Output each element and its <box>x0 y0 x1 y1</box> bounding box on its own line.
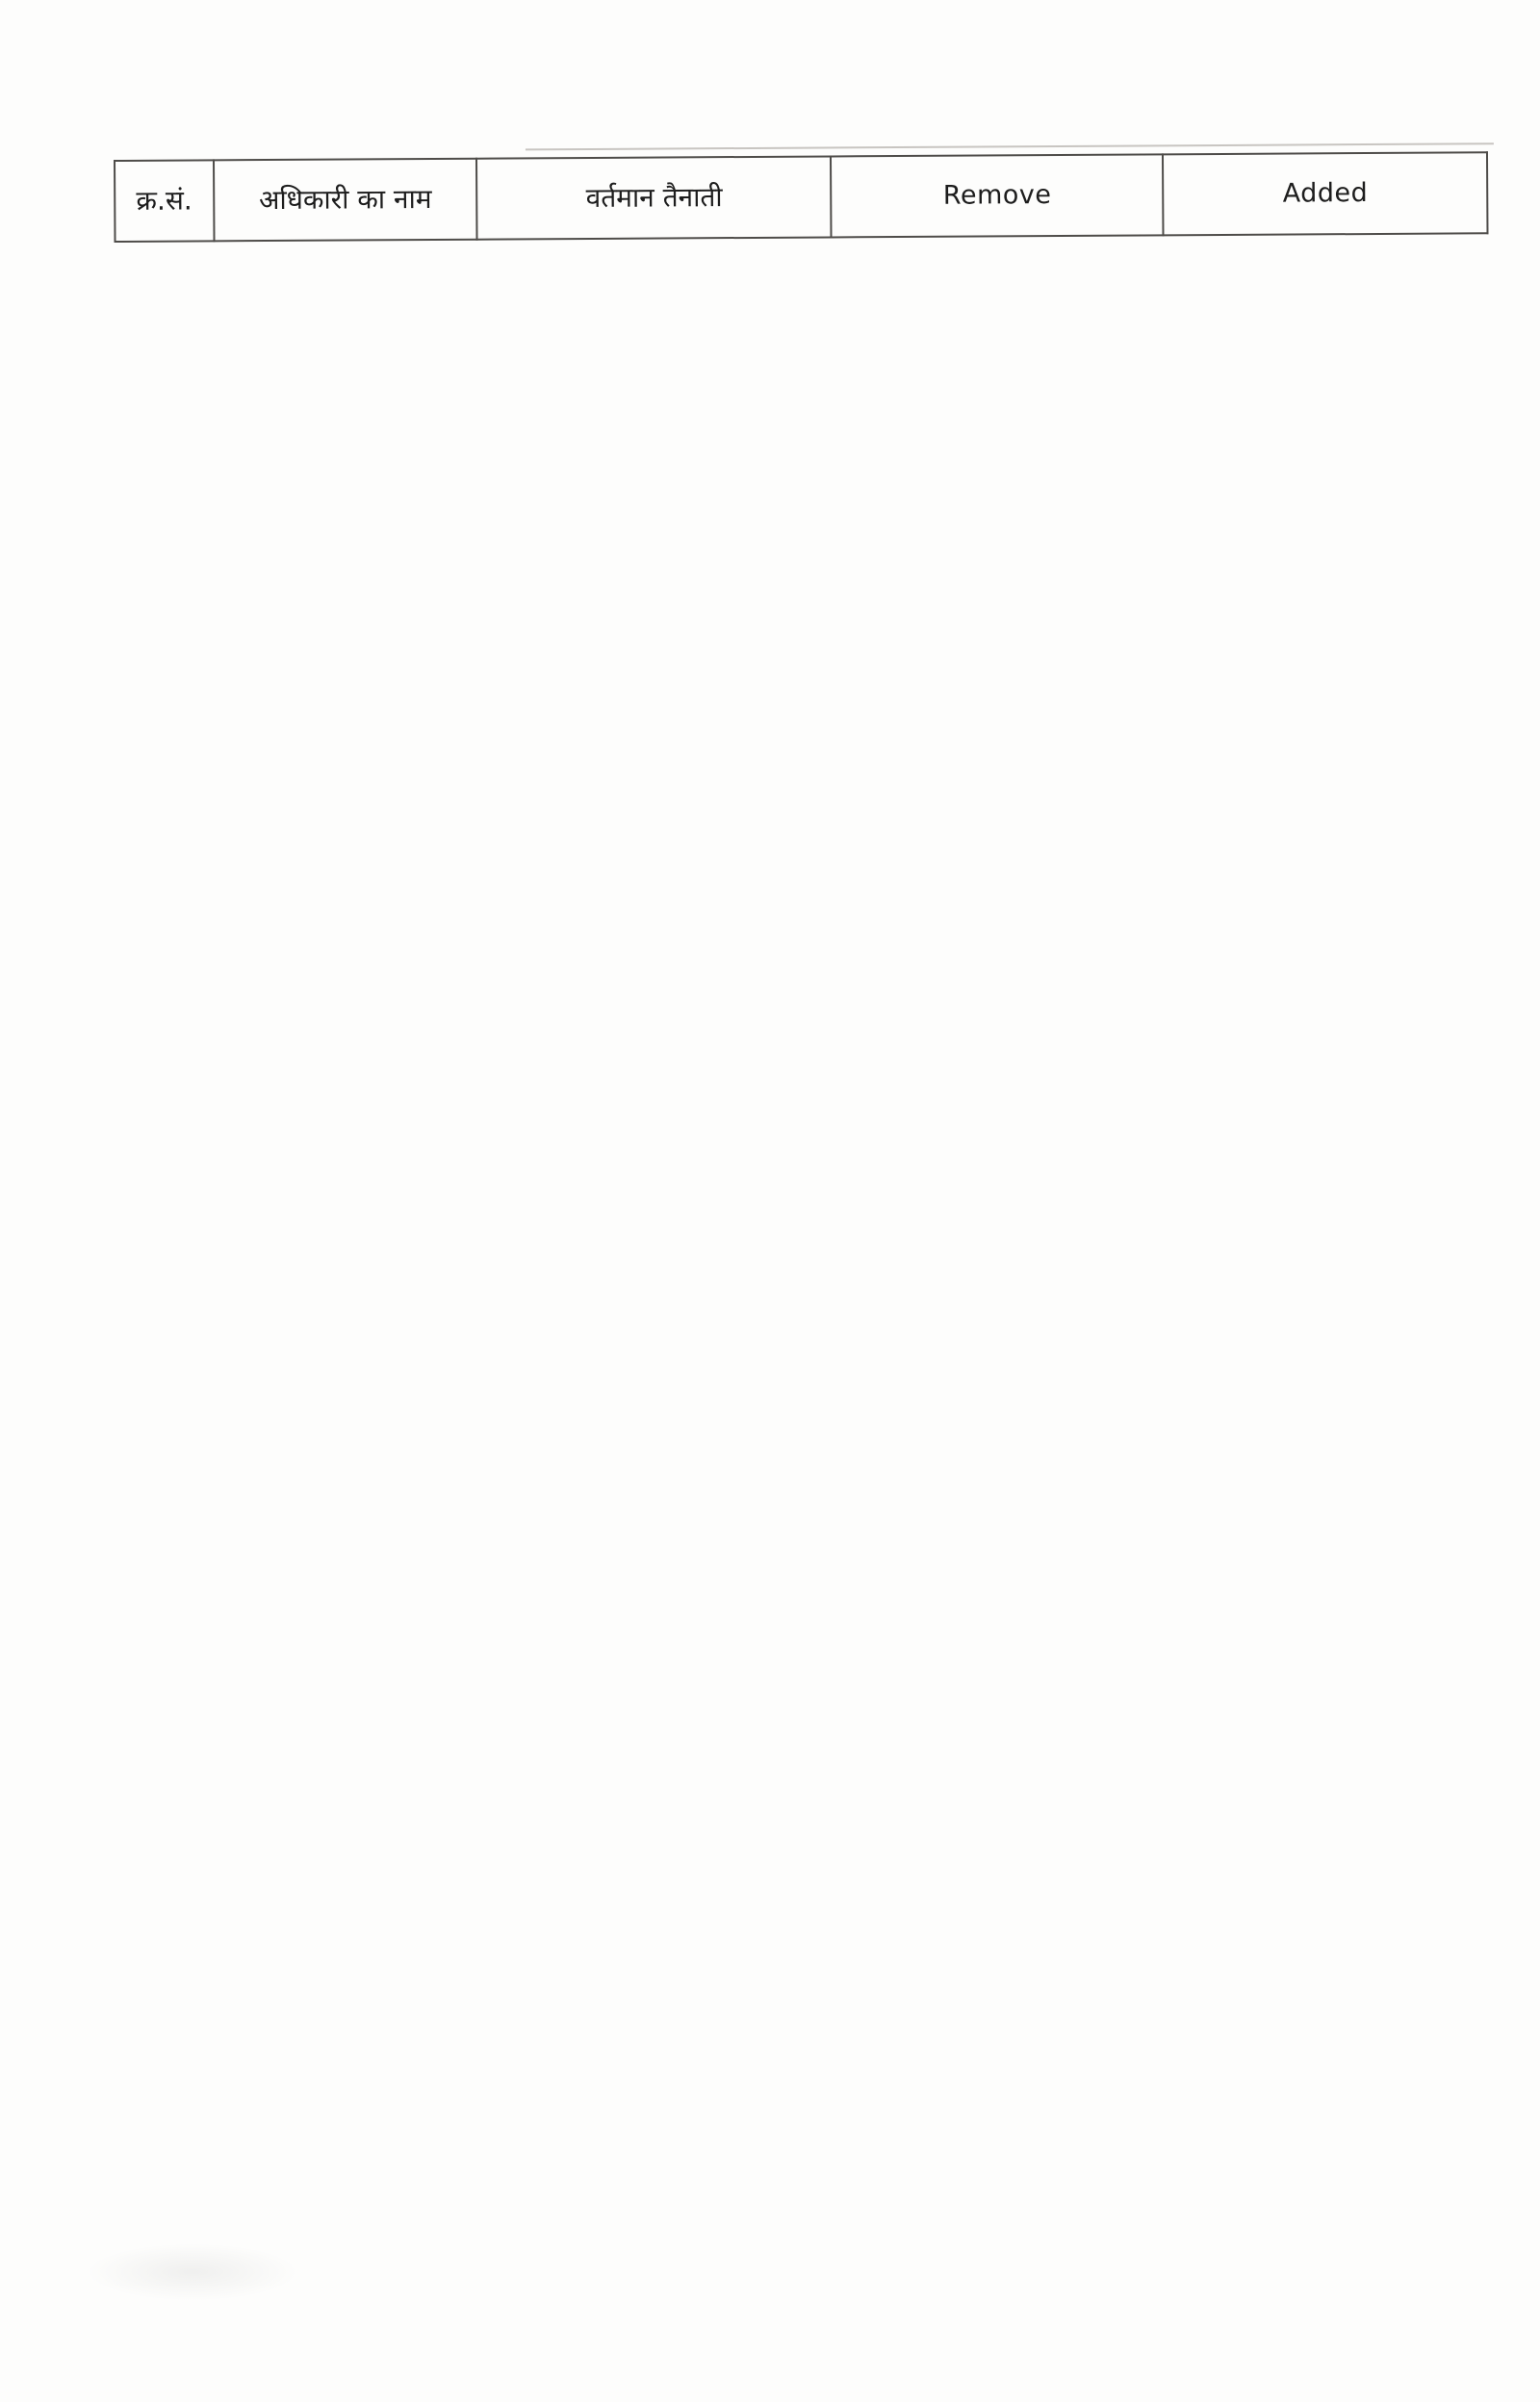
added-col-header: Added <box>1163 152 1487 235</box>
remove-col-header: Remove <box>831 154 1164 237</box>
header-row <box>115 152 1487 242</box>
serial-col-header: क्र.सं. <box>115 160 214 242</box>
table-wrap <box>114 151 1488 243</box>
officer-transfer-table <box>114 151 1488 243</box>
officer-name-col-header: अधिकारी का नाम <box>214 159 477 242</box>
current-posting-col-header: वर्तमान तैनाती <box>476 156 831 239</box>
